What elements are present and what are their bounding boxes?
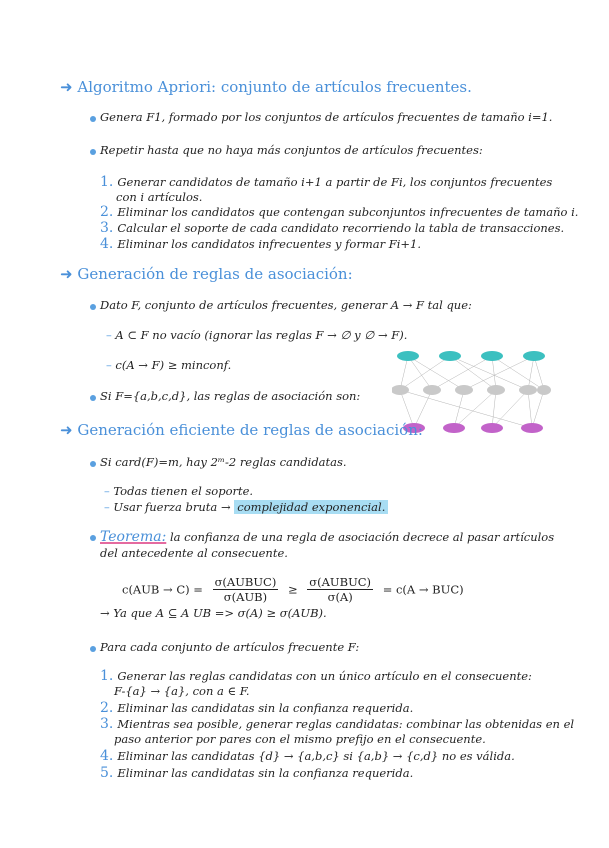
efficient-bullet-1: Si card(F)=m, hay 2ᵐ-2 reglas candidatas. — [100, 455, 347, 469]
rule-step: 2. Eliminar las candidatas sin la confianza requerida. — [100, 700, 414, 716]
rule-step: 1. Generar las reglas candidatas con un único artículo en el consecuente: — [100, 668, 532, 684]
bullet-icon — [90, 116, 96, 122]
lattice-top-nodes — [397, 351, 545, 361]
rules-dash-2: – c(A → F) ≥ minconf. — [106, 358, 232, 372]
arrow-icon: ➜ — [60, 265, 73, 283]
rules-bullet-2: Si F={a,b,c,d}, las reglas de asociación son: — [100, 389, 361, 403]
bullet-icon — [90, 646, 96, 652]
rules-bullet-1: Dato F, conjunto de artículos frecuentes, generar A → F tal que: — [100, 298, 472, 312]
apriori-bullet-1: Genera F1, formado por los conjuntos de artículos frecuentes de tamaño i=1. — [100, 110, 553, 124]
section-efficient-title: ➜ Generación eficiente de reglas de asociación: — [60, 421, 423, 439]
apriori-step: 3. Calcular el soporte de cada candidato recorriendo la tabla de transacciones. — [100, 220, 565, 236]
rule-step: F-{a} → {a}, con a ∈ F. — [114, 684, 250, 698]
section-apriori-title: ➜ Algoritmo Apriori: conjunto de artículos frecuentes. — [60, 78, 472, 96]
rules-dash-1: – A ⊂ F no vacío (ignorar las reglas F → ∅ y ∅ → F). — [106, 328, 408, 342]
arrow-icon: ➜ — [60, 78, 73, 96]
yaque-line: → Ya que A ⊆ A UB => σ(A) ≥ σ(AUB). — [100, 606, 327, 620]
section-rules-title: ➜ Generación de reglas de asociación: — [60, 265, 353, 283]
highlight-complexity: complejidad exponencial. — [234, 500, 388, 514]
bullet-icon — [90, 461, 96, 467]
rule-step: 4. Eliminar las candidatas {d} → {a,b,c} si {a,b} → {c,d} no es válida. — [100, 748, 515, 764]
apriori-step: 1. Generar candidatos de tamaño i+1 a partir de Fi, los conjuntos frecuentes — [100, 174, 553, 190]
theorem-line-2: del antecedente al consecuente. — [100, 546, 288, 560]
efficient-dash-1: – Todas tienen el soporte. — [104, 484, 254, 498]
theorem-line-1: Teorema: la confianza de una regla de asociación decrece al pasar artículos — [100, 529, 555, 545]
arrow-icon: ➜ — [60, 421, 73, 439]
rule-step: paso anterior por pares con el mismo prefijo en el consecuente. — [114, 732, 486, 746]
bullet-icon — [90, 535, 96, 541]
lattice-bottom-nodes — [403, 423, 543, 433]
rule-step: 5. Eliminar las candidatas sin la confianza requerida. — [100, 765, 414, 781]
theorem-label: Teorema: — [100, 529, 167, 545]
apriori-bullet-2: Repetir hasta que no haya más conjuntos de artículos frecuentes: — [100, 143, 483, 157]
apriori-step: con i artículos. — [116, 190, 203, 204]
apriori-step: 2. Eliminar los candidatos que contengan subconjuntos infrecuentes de tamaño i. — [100, 204, 579, 220]
efficient-dash-2: – Usar fuerza bruta → complejidad exponencial. — [104, 500, 388, 514]
bullet-icon — [90, 304, 96, 310]
confidence-formula: c(AUB → C) = σ(AUBUC) σ(AUB) ≥ σ(AUBUC) σ(A) = c(A → BUC) — [122, 575, 464, 604]
bullet-icon — [90, 149, 96, 155]
rule-step: 3. Mientras sea posible, generar reglas candidatas: combinar las obtenidas en el — [100, 716, 575, 732]
efficient-bullet-2: Para cada conjunto de artículos frecuente F: — [100, 640, 360, 654]
bullet-icon — [90, 395, 96, 401]
apriori-step: 4. Eliminar los candidatos infrecuentes y formar Fi+1. — [100, 236, 422, 252]
